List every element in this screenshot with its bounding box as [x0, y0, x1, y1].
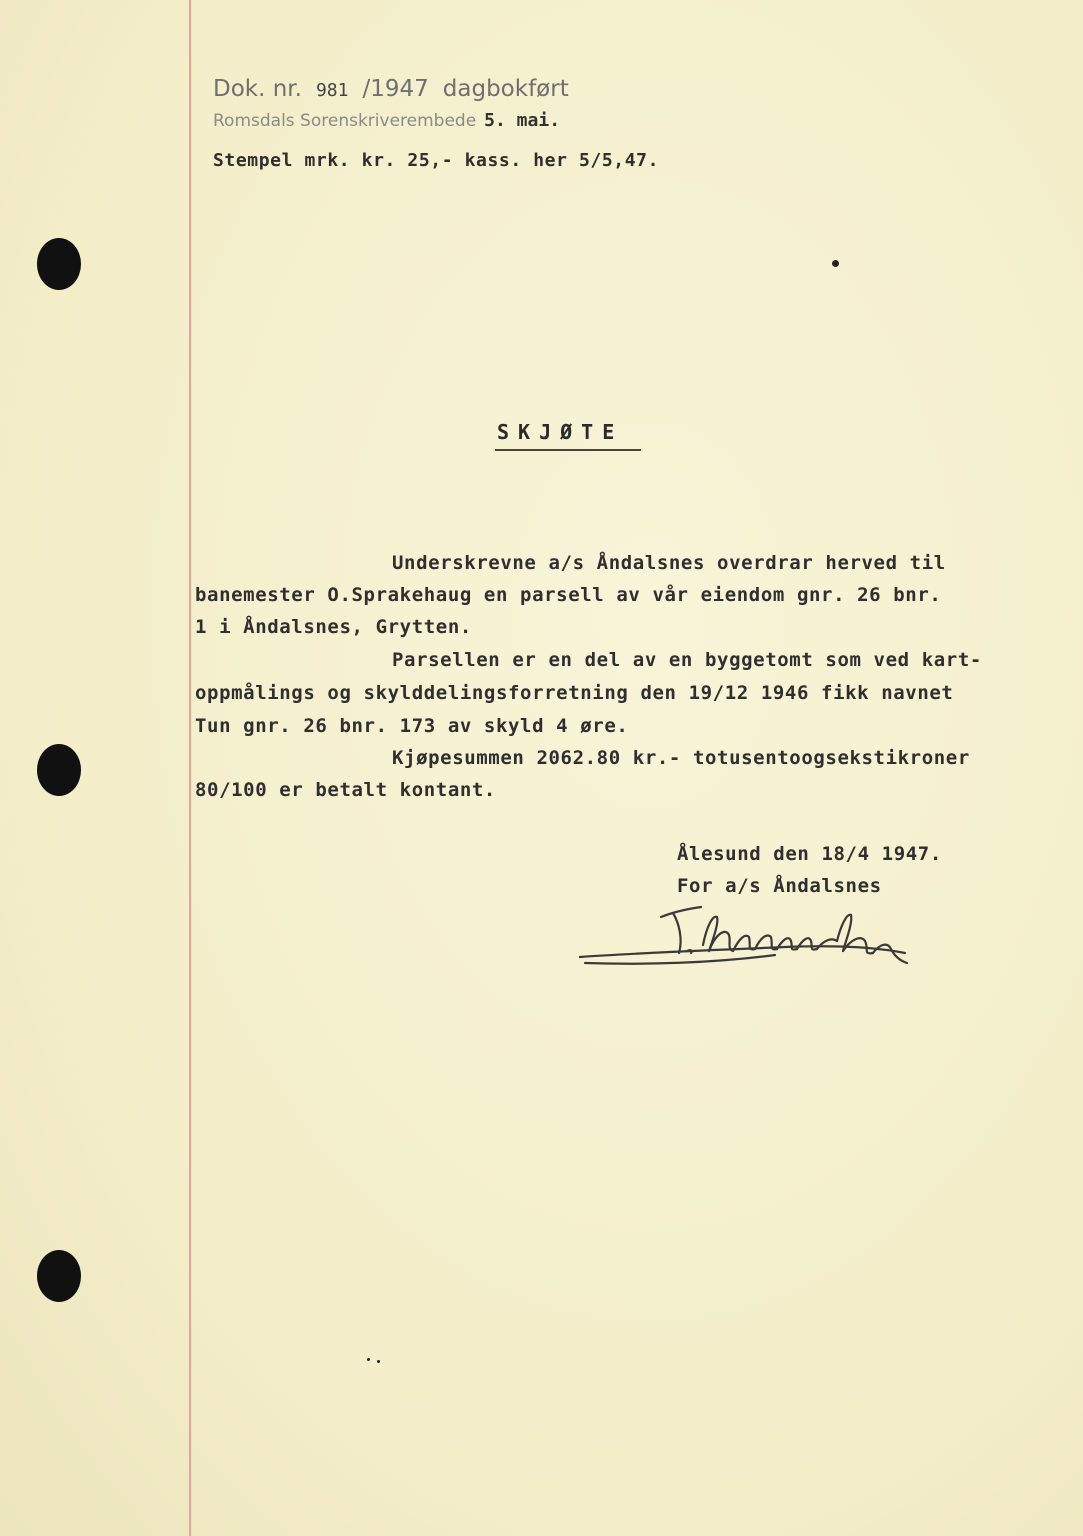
stamp-doc-number: 981 [315, 80, 349, 101]
signatory-company: For a/s Åndalsnes [677, 875, 882, 897]
body-line-3: 1 i Åndalsnes, Grytten. [195, 616, 472, 638]
body-line-8: 80/100 er betalt kontant. [195, 779, 496, 801]
body-line-7: Kjøpesummen 2062.80 kr.- totusentoogsekstikroner [392, 747, 970, 769]
punch-hole-middle [37, 744, 81, 796]
title-underline [495, 449, 641, 451]
punch-hole-top [37, 238, 81, 290]
body-line-5: oppmålings og skylddelingsforretning den 19/12 1946 fikk navnet [195, 682, 954, 704]
stamp-office: Romsdals Sorenskriverembede [213, 111, 477, 131]
document-title: SKJØTE [497, 420, 624, 444]
stamp-line-2 [213, 110, 560, 131]
body-line-1: Underskrevne a/s Åndalsnes overdrar herved til [392, 552, 946, 574]
stamp-line-1 [213, 76, 569, 102]
body-line-2: banemester O.Sprakehaug en parsell av vår eiendom gnr. 26 bnr. [195, 584, 942, 606]
stamp-date: 5. mai. [484, 110, 561, 131]
margin-line [189, 0, 191, 1536]
handwritten-signature [575, 895, 1035, 985]
ink-speck-2 [377, 1360, 380, 1363]
punch-hole-bottom [37, 1250, 81, 1302]
stamp-doc-suffix: dagbokført [442, 76, 569, 102]
stamp-doc-year: /1947 [362, 76, 429, 102]
stamp-doc-prefix: Dok. nr. [213, 76, 302, 102]
body-line-6: Tun gnr. 26 bnr. 173 av skyld 4 øre. [195, 715, 629, 737]
ink-speck-1 [367, 1358, 370, 1361]
body-line-4: Parsellen er en del av en byggetomt som ved kart- [392, 649, 982, 671]
stamp-duty-line: Stempel mrk. kr. 25,- kass. her 5/5,47. [213, 150, 660, 171]
place-date: Ålesund den 18/4 1947. [677, 843, 942, 865]
ink-dot [832, 260, 839, 267]
